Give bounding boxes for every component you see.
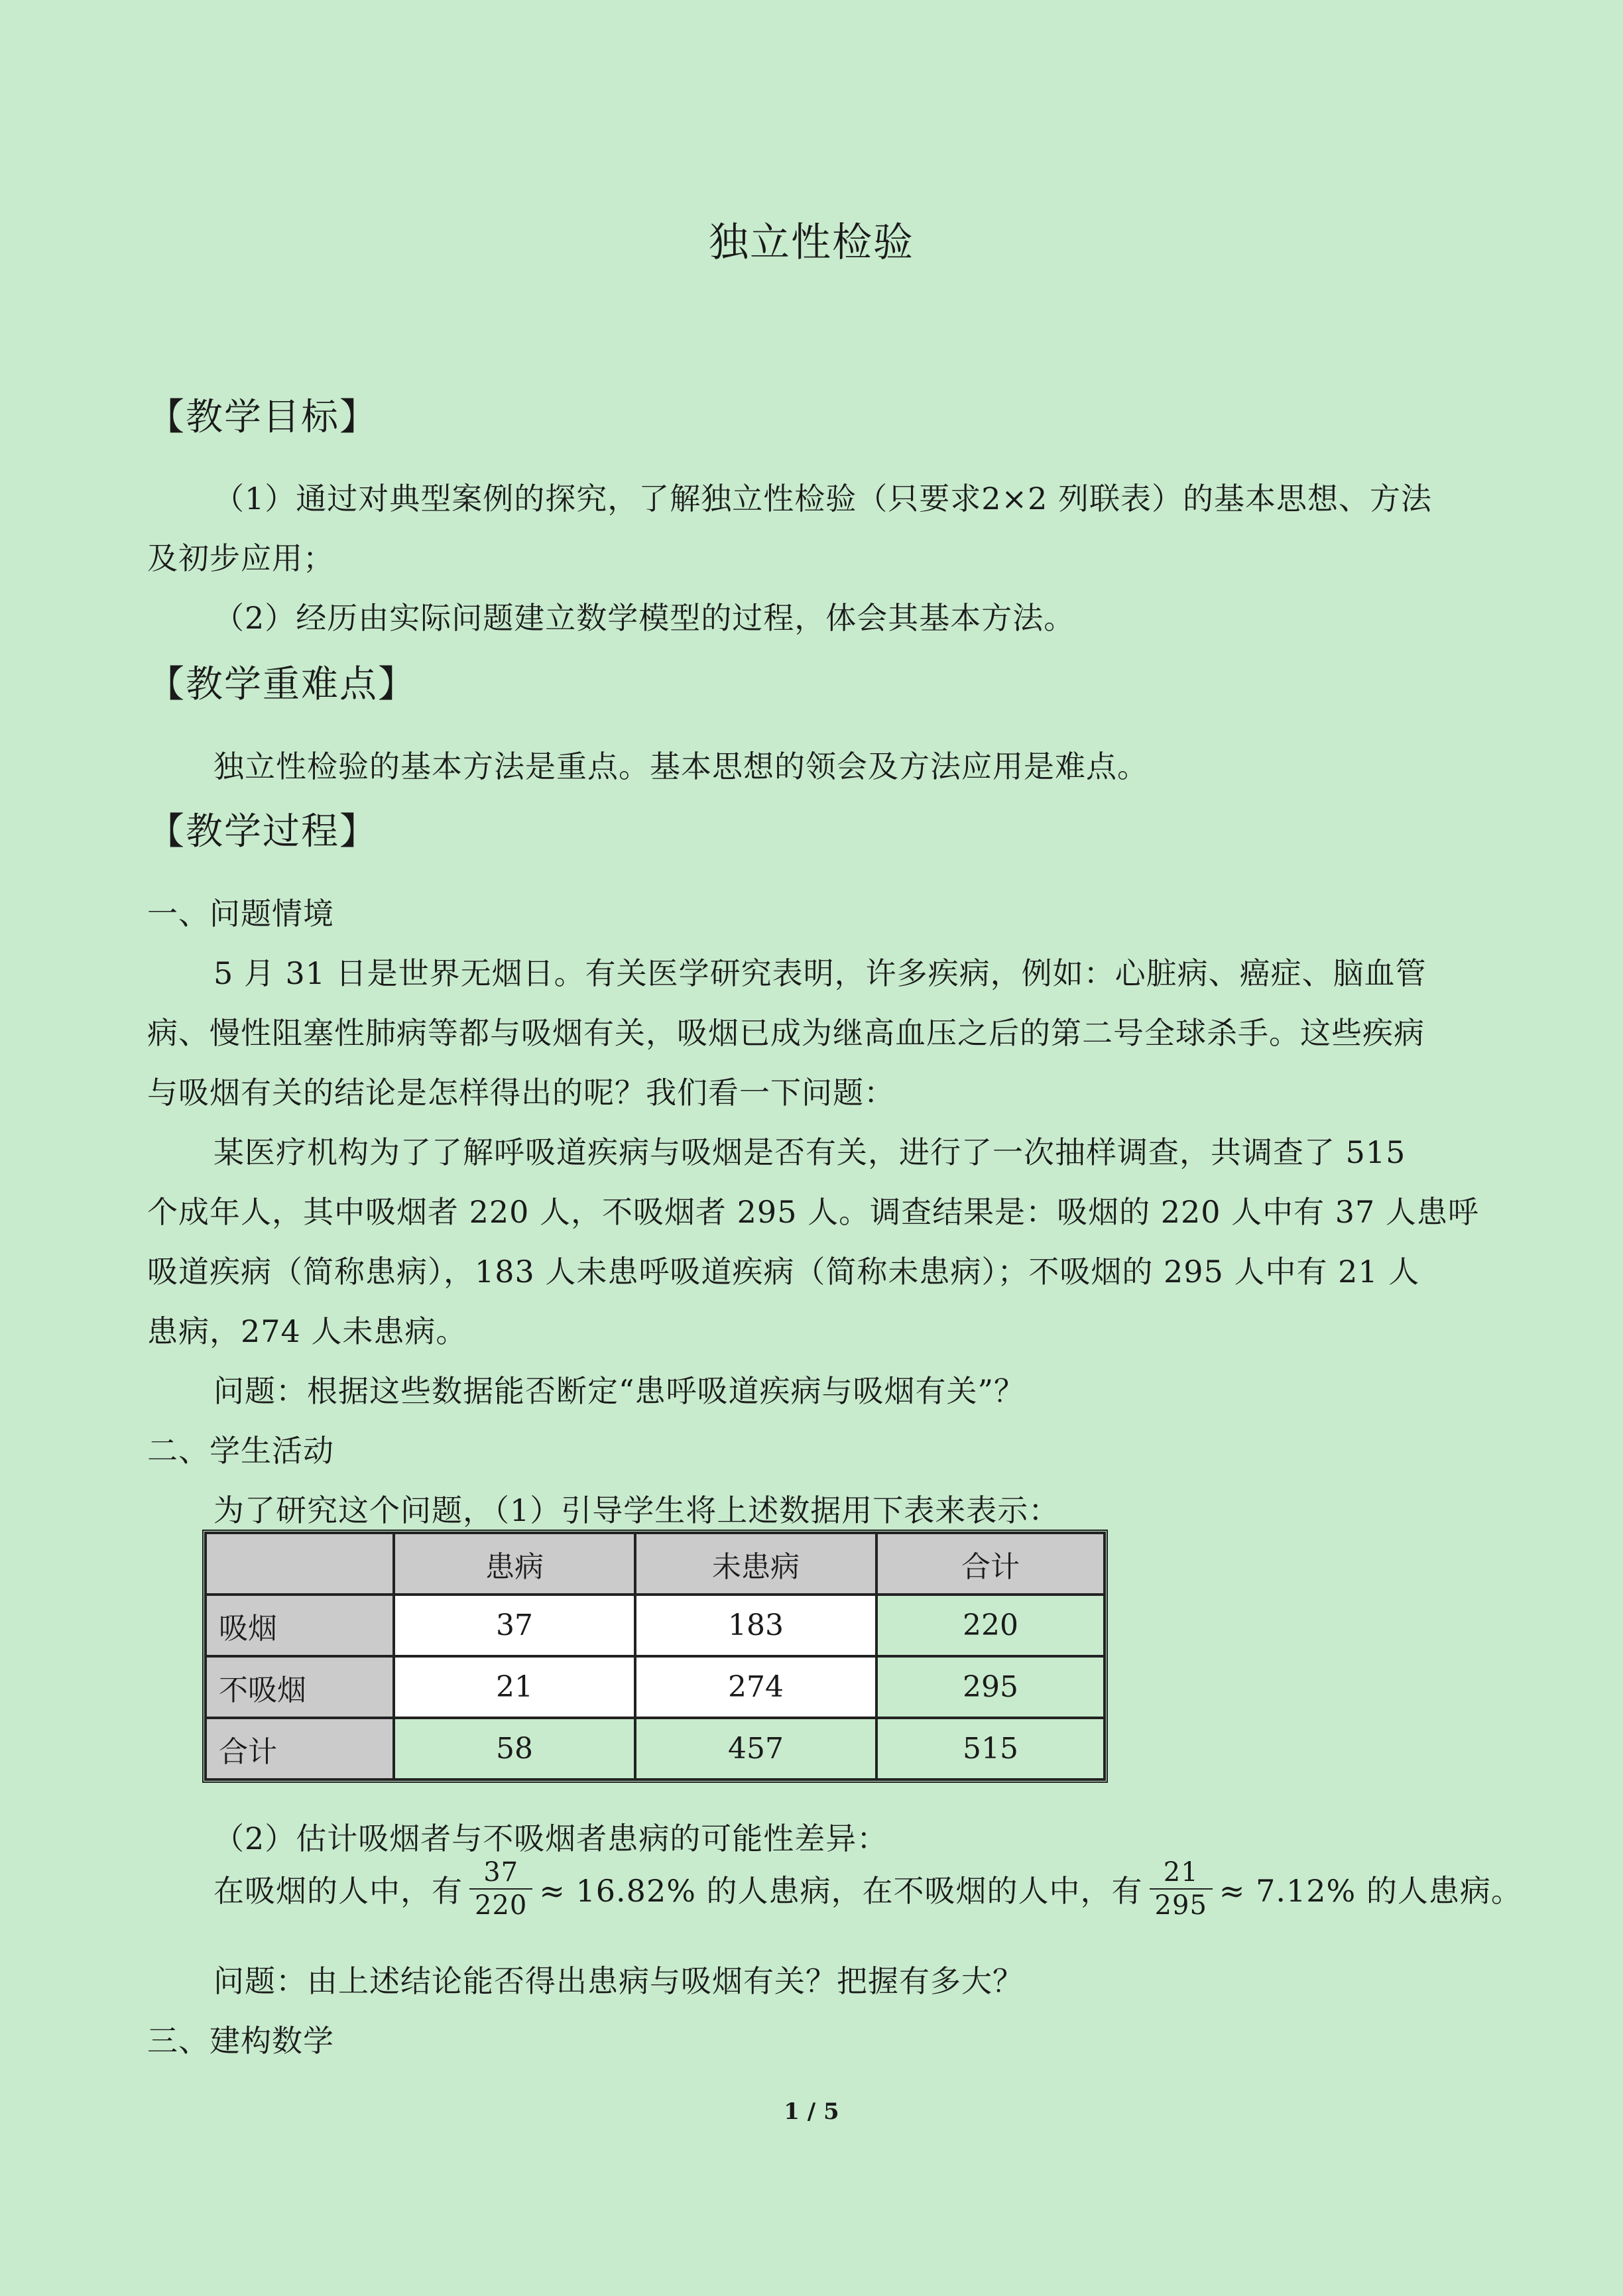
estimate-text-b: ≈ 16.82% 的人患病，在不吸烟的人中，有 xyxy=(539,1873,1143,1909)
section-heading-goals: 【教学目标】 xyxy=(147,396,378,439)
table-cell: 37 xyxy=(394,1595,635,1656)
table-cell: 295 xyxy=(876,1656,1105,1718)
part-1-heading: 一、问题情境 xyxy=(147,896,334,932)
fraction-denominator: 220 xyxy=(475,1890,528,1921)
document-title: 独立性检验 xyxy=(709,219,914,266)
goal-1-line-1: （1）通过对典型案例的探究，了解独立性检验（只要求2×2 列联表）的基本思想、方法 xyxy=(213,481,1432,516)
estimate-line xyxy=(213,1856,1522,1921)
table-cell: 183 xyxy=(635,1595,876,1656)
table-header-cell xyxy=(206,1533,394,1595)
question-1: 问题：根据这些数据能否断定“患呼吸道疾病与吸烟有关”？ xyxy=(213,1373,1026,1409)
paragraph-1-line-2: 病、慢性阻塞性肺病等都与吸烟有关，吸烟已成为继高血压之后的第二号全球杀手。这些疾病 xyxy=(147,1015,1425,1051)
activity-intro: 为了研究这个问题，（1）引导学生将上述数据用下表来表示： xyxy=(213,1492,1060,1528)
table-row xyxy=(206,1595,1105,1656)
estimate-text-c: ≈ 7.12% 的人患病。 xyxy=(1219,1873,1522,1909)
table-cell: 58 xyxy=(394,1718,635,1780)
goal-2: （2）经历由实际问题建立数学模型的过程，体会其基本方法。 xyxy=(213,600,1075,636)
goal-1-line-2: 及初步应用； xyxy=(147,540,334,576)
fraction-nonsmokers xyxy=(1150,1856,1213,1921)
contingency-table xyxy=(202,1530,1108,1783)
table-header-cell: 患病 xyxy=(394,1533,635,1595)
key-points-text: 独立性检验的基本方法是重点。基本思想的领会及方法应用是难点。 xyxy=(213,749,1148,784)
table-row xyxy=(206,1656,1105,1718)
fraction-smokers xyxy=(469,1856,532,1921)
part-3-heading: 三、建构数学 xyxy=(147,2023,334,2059)
table-row-label: 合计 xyxy=(206,1718,394,1780)
table-row-label: 吸烟 xyxy=(206,1595,394,1656)
table-cell: 515 xyxy=(876,1718,1105,1780)
question-2: 问题：由上述结论能否得出患病与吸烟有关？把握有多大？ xyxy=(213,1963,1024,1999)
paragraph-1-line-1: 5 月 31 日是世界无烟日。有关医学研究表明，许多疾病，例如：心脏病、癌症、脑血管 xyxy=(213,955,1427,991)
paragraph-2-line-1: 某医疗机构为了了解呼吸道疾病与吸烟是否有关，进行了一次抽样调查，共调查了 515 xyxy=(213,1134,1406,1170)
table-cell: 457 xyxy=(635,1718,876,1780)
paragraph-2-line-3: 吸道疾病（简称患病），183 人未患呼吸道疾病（简称未患病）；不吸烟的 295 人中有 21 人 xyxy=(147,1254,1420,1290)
table-cell: 274 xyxy=(635,1656,876,1718)
estimate-text-a: 在吸烟的人中，有 xyxy=(213,1873,463,1909)
table-header-row xyxy=(206,1533,1105,1595)
fraction-numerator: 21 xyxy=(1150,1856,1213,1890)
section-heading-key-points: 【教学重难点】 xyxy=(147,663,416,706)
table-row-label: 不吸烟 xyxy=(206,1656,394,1718)
paragraph-1-line-3: 与吸烟有关的结论是怎样得出的呢？我们看一下问题： xyxy=(147,1075,895,1111)
section-heading-process: 【教学过程】 xyxy=(147,810,378,853)
paragraph-2-line-4: 患病，274 人未患病。 xyxy=(147,1313,467,1349)
table-header-cell: 未患病 xyxy=(635,1533,876,1595)
step-2-text: （2）估计吸烟者与不吸烟者患病的可能性差异： xyxy=(213,1821,888,1856)
page-number: 1 / 5 xyxy=(784,2098,839,2125)
part-2-heading: 二、学生活动 xyxy=(147,1433,334,1469)
paragraph-2-line-2: 个成年人，其中吸烟者 220 人，不吸烟者 295 人。调查结果是：吸烟的 220 人中有 37 人患呼 xyxy=(147,1194,1479,1230)
table-cell: 21 xyxy=(394,1656,635,1718)
table-row xyxy=(206,1718,1105,1780)
table-header-cell: 合计 xyxy=(876,1533,1105,1595)
fraction-numerator: 37 xyxy=(469,1856,532,1890)
table-cell: 220 xyxy=(876,1595,1105,1656)
fraction-denominator: 295 xyxy=(1154,1890,1207,1921)
